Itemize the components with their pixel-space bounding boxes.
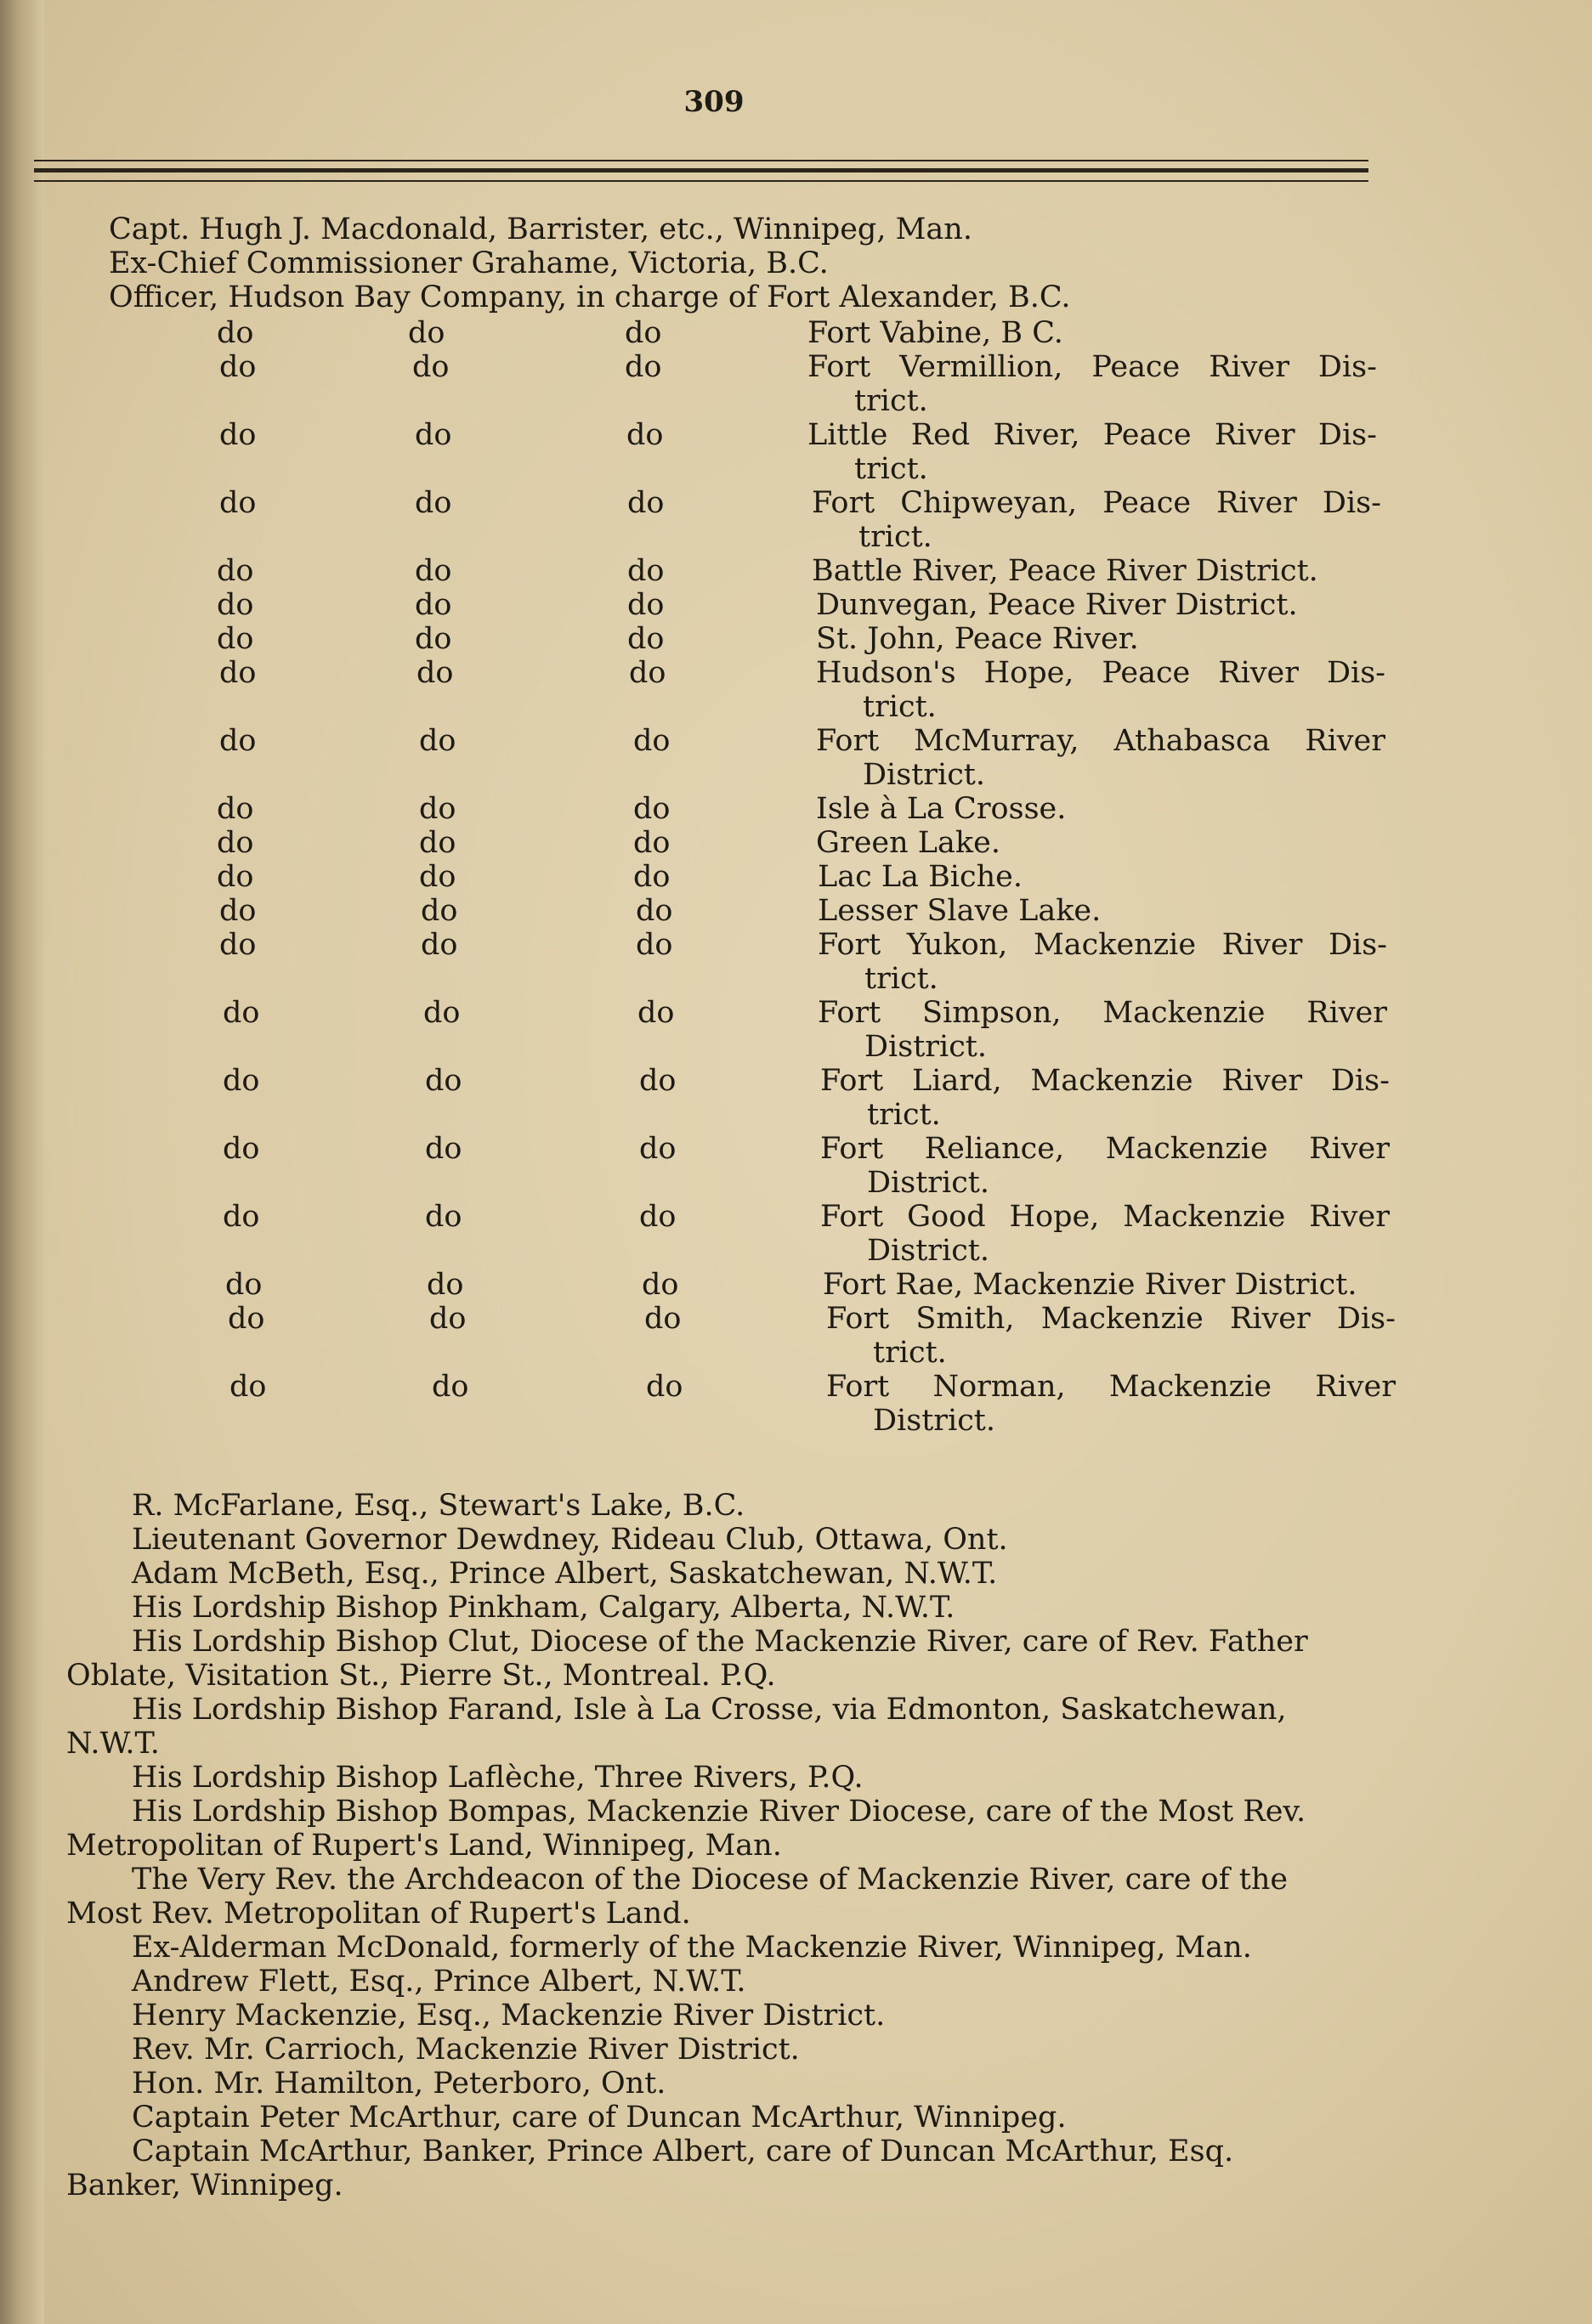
- fort-location-word: Mackenzie: [1123, 1200, 1286, 1234]
- ditto-mark: do: [229, 1370, 267, 1404]
- fort-location-word: Hope,: [983, 656, 1074, 690]
- fort-location-word: Athabasca: [1113, 724, 1271, 758]
- fort-location-word: Peace: [1102, 656, 1191, 690]
- ditto-mark: do: [425, 1200, 462, 1234]
- ditto-mark: do: [429, 1302, 467, 1336]
- ditto-mark: do: [627, 486, 665, 520]
- ditto-mark: do: [228, 1302, 265, 1336]
- fort-location-continued: trict.: [864, 962, 938, 996]
- intro-line: Capt. Hugh J. Macdonald, Barrister, etc., Winnipeg, Man.: [109, 212, 972, 246]
- fort-location-continued: trict.: [863, 690, 937, 724]
- fort-location-word: Liard,: [912, 1064, 1002, 1098]
- fort-location-continued: District.: [864, 1030, 987, 1064]
- ditto-mark: do: [642, 1268, 679, 1302]
- header-rule-thin-top: [34, 160, 1368, 161]
- fort-location: [818, 928, 1387, 962]
- ditto-mark: do: [217, 860, 254, 894]
- recipient-entry: Lieutenant Governor Dewdney, Rideau Club, Ottawa, Ont.: [132, 1523, 1008, 1557]
- fort-location-word: Fort: [820, 1132, 884, 1166]
- fort-location: [820, 1132, 1390, 1166]
- ditto-mark: do: [644, 1302, 682, 1336]
- ditto-mark: do: [633, 724, 671, 758]
- ditto-mark: do: [419, 792, 456, 826]
- ditto-mark: do: [627, 588, 665, 622]
- ditto-mark: do: [219, 928, 257, 962]
- fort-location-word: River: [1221, 928, 1303, 962]
- recipient-entry: Henry Mackenzie, Esq., Mackenzie River District.: [132, 1999, 886, 2033]
- fort-location-word: Smith,: [915, 1302, 1015, 1336]
- ditto-mark: do: [219, 894, 257, 928]
- fort-location-word: Dis-: [1322, 486, 1381, 520]
- ditto-mark: do: [419, 826, 456, 860]
- fort-location-word: River: [1309, 1200, 1390, 1234]
- fort-location-continued: trict.: [873, 1336, 947, 1370]
- fort-location-word: Hope,: [1009, 1200, 1100, 1234]
- fort-location-word: River: [1214, 418, 1295, 452]
- ditto-mark: do: [217, 622, 254, 656]
- fort-location-word: Mackenzie: [1030, 1064, 1193, 1098]
- fort-location-continued: trict.: [854, 384, 928, 418]
- fort-location: Isle à La Crosse.: [816, 792, 1067, 826]
- fort-location-continued: trict.: [858, 520, 932, 554]
- recipient-entry: Rev. Mr. Carrioch, Mackenzie River District.: [132, 2033, 800, 2067]
- ditto-mark: do: [219, 418, 257, 452]
- ditto-mark: do: [637, 996, 675, 1030]
- fort-location-word: Peace: [1102, 418, 1192, 452]
- fort-location: Lac La Biche.: [818, 860, 1023, 894]
- ditto-mark: do: [421, 894, 458, 928]
- fort-location-word: Norman,: [932, 1370, 1066, 1404]
- page-number: 309: [683, 85, 745, 119]
- fort-location: [816, 724, 1385, 758]
- fort-location-word: River: [1218, 656, 1299, 690]
- fort-location-word: Mackenzie: [1033, 928, 1197, 962]
- intro-line: Ex-Chief Commissioner Grahame, Victoria, B.C.: [109, 246, 829, 280]
- fort-location-word: River: [1209, 350, 1289, 384]
- recipient-entry: Captain Peter McArthur, care of Duncan McArthur, Winnipeg.: [132, 2101, 1067, 2135]
- recipient-entry: His Lordship Bishop Clut, Diocese of the Mackenzie River, care of Rev. Father: [132, 1625, 1308, 1659]
- ditto-mark: do: [421, 928, 458, 962]
- fort-location-word: Simpson,: [922, 996, 1062, 1030]
- ditto-mark: do: [419, 724, 456, 758]
- ditto-mark: do: [223, 996, 260, 1030]
- fort-location-word: Peace: [1102, 486, 1192, 520]
- recipient-entry-continued: Banker, Winnipeg.: [66, 2169, 343, 2202]
- fort-location-word: Dis-: [1326, 656, 1385, 690]
- ditto-mark: do: [219, 486, 257, 520]
- ditto-mark: do: [646, 1370, 683, 1404]
- ditto-mark: do: [627, 622, 665, 656]
- ditto-mark: do: [627, 554, 665, 588]
- fort-location-word: Yukon,: [906, 928, 1008, 962]
- ditto-mark: do: [419, 860, 456, 894]
- ditto-mark: do: [629, 656, 666, 690]
- ditto-mark: do: [223, 1064, 260, 1098]
- fort-location-word: McMurray,: [914, 724, 1079, 758]
- fort-location-word: Peace: [1091, 350, 1181, 384]
- fort-location-word: Vermillion,: [899, 350, 1063, 384]
- fort-location: [807, 350, 1377, 384]
- ditto-mark: do: [217, 588, 254, 622]
- fort-location-word: Fort: [807, 350, 871, 384]
- fort-location: Lesser Slave Lake.: [818, 894, 1102, 928]
- fort-location: [812, 486, 1381, 520]
- recipient-entry: His Lordship Bishop Pinkham, Calgary, Alberta, N.W.T.: [132, 1591, 955, 1625]
- fort-location-word: Fort: [812, 486, 875, 520]
- fort-location-word: River: [1221, 1064, 1303, 1098]
- ditto-mark: do: [633, 792, 671, 826]
- ditto-mark: do: [223, 1132, 260, 1166]
- fort-location-continued: trict.: [854, 452, 928, 486]
- recipient-entry: Adam McBeth, Esq., Prince Albert, Saskatchewan, N.W.T.: [132, 1557, 998, 1591]
- ditto-mark: do: [415, 622, 452, 656]
- ditto-mark: do: [415, 588, 452, 622]
- fort-location: Battle River, Peace River District.: [812, 554, 1318, 588]
- fort-location-word: River: [1309, 1132, 1390, 1166]
- fort-location-word: Mackenzie: [1102, 996, 1266, 1030]
- fort-location-word: River: [1315, 1370, 1396, 1404]
- ditto-mark: do: [217, 554, 254, 588]
- book-gutter: [0, 0, 44, 2324]
- fort-location: Fort Vabine, B C.: [807, 316, 1063, 350]
- fort-location: Dunvegan, Peace River District.: [816, 588, 1298, 622]
- fort-location: [820, 1064, 1390, 1098]
- recipient-entry: R. McFarlane, Esq., Stewart's Lake, B.C.: [132, 1489, 745, 1523]
- ditto-mark: do: [639, 1200, 677, 1234]
- ditto-mark: do: [408, 316, 445, 350]
- ditto-mark: do: [416, 656, 454, 690]
- fort-location: [826, 1370, 1396, 1404]
- fort-location: [820, 1200, 1390, 1234]
- ditto-mark: do: [219, 724, 257, 758]
- fort-location-word: Dis-: [1317, 418, 1377, 452]
- ditto-mark: do: [432, 1370, 469, 1404]
- ditto-mark: do: [225, 1268, 263, 1302]
- intro-line: Officer, Hudson Bay Company, in charge of Fort Alexander, B.C.: [109, 280, 1071, 314]
- fort-location-word: Fort: [820, 1064, 884, 1098]
- recipient-entry: His Lordship Bishop Farand, Isle à La Crosse, via Edmonton, Saskatchewan,: [132, 1693, 1287, 1727]
- fort-location-word: River: [1306, 996, 1387, 1030]
- fort-location-word: Red: [910, 418, 971, 452]
- fort-location: St. John, Peace River.: [816, 622, 1139, 656]
- fort-location-word: Good: [907, 1200, 986, 1234]
- fort-location-word: Chipweyan,: [900, 486, 1078, 520]
- fort-location-word: Dis-: [1328, 928, 1387, 962]
- ditto-mark: do: [217, 792, 254, 826]
- recipient-entry-continued: Most Rev. Metropolitan of Rupert's Land.: [66, 1897, 691, 1931]
- header-rule-thick: [34, 168, 1368, 172]
- ditto-mark: do: [425, 1132, 462, 1166]
- ditto-mark: do: [639, 1064, 677, 1098]
- ditto-mark: do: [625, 350, 662, 384]
- fort-location: [826, 1302, 1396, 1336]
- fort-location-continued: District.: [873, 1404, 995, 1438]
- recipient-entry: Captain McArthur, Banker, Prince Albert, care of Duncan McArthur, Esq.: [132, 2135, 1234, 2169]
- recipient-entry: Hon. Mr. Hamilton, Peterboro, Ont.: [132, 2067, 666, 2101]
- ditto-mark: do: [423, 996, 461, 1030]
- fort-location-word: Little: [807, 418, 888, 452]
- recipient-entry-continued: N.W.T.: [66, 1727, 160, 1761]
- ditto-mark: do: [415, 486, 452, 520]
- fort-location-word: Hudson's: [816, 656, 956, 690]
- fort-location: [818, 996, 1387, 1030]
- ditto-mark: do: [219, 656, 257, 690]
- fort-location-word: Dis-: [1330, 1064, 1390, 1098]
- fort-location-word: River,: [993, 418, 1080, 452]
- ditto-mark: do: [415, 418, 452, 452]
- fort-location-word: Fort: [820, 1200, 884, 1234]
- recipient-entry: His Lordship Bishop Laflèche, Three Rivers, P.Q.: [132, 1761, 864, 1795]
- fort-location: Green Lake.: [816, 826, 1000, 860]
- ditto-mark: do: [425, 1064, 462, 1098]
- recipient-entry: His Lordship Bishop Bompas, Mackenzie River Diocese, care of the Most Rev.: [132, 1795, 1306, 1829]
- fort-location-continued: District.: [867, 1234, 989, 1268]
- ditto-mark: do: [412, 350, 450, 384]
- fort-location-word: River: [1229, 1302, 1311, 1336]
- ditto-mark: do: [427, 1268, 464, 1302]
- fort-location-continued: trict.: [867, 1098, 941, 1132]
- ditto-mark: do: [217, 316, 254, 350]
- fort-location-word: Fort: [826, 1302, 890, 1336]
- fort-location-word: Mackenzie: [1040, 1302, 1204, 1336]
- recipient-entry: Andrew Flett, Esq., Prince Albert, N.W.T.: [132, 1965, 746, 1999]
- ditto-mark: do: [219, 350, 257, 384]
- fort-location-word: River: [1305, 724, 1385, 758]
- fort-location-word: Fort: [818, 996, 881, 1030]
- fort-location-continued: District.: [863, 758, 985, 792]
- recipient-entry: Ex-Alderman McDonald, formerly of the Mackenzie River, Winnipeg, Man.: [132, 1931, 1252, 1965]
- fort-location: Fort Rae, Mackenzie River District.: [823, 1268, 1357, 1302]
- ditto-mark: do: [223, 1200, 260, 1234]
- fort-location-word: River: [1216, 486, 1297, 520]
- ditto-mark: do: [415, 554, 452, 588]
- recipient-entry-continued: Oblate, Visitation St., Pierre St., Montreal. P.Q.: [66, 1659, 776, 1693]
- recipient-entry: The Very Rev. the Archdeacon of the Diocese of Mackenzie River, care of the: [132, 1863, 1289, 1897]
- fort-location-word: Mackenzie: [1105, 1132, 1268, 1166]
- ditto-mark: do: [636, 928, 673, 962]
- fort-location-word: Mackenzie: [1108, 1370, 1272, 1404]
- ditto-mark: do: [633, 826, 671, 860]
- ditto-mark: do: [636, 894, 673, 928]
- header-rule-thin-bottom: [34, 180, 1368, 182]
- ditto-mark: do: [639, 1132, 677, 1166]
- fort-location-word: Fort: [826, 1370, 890, 1404]
- fort-location: [807, 418, 1377, 452]
- ditto-mark: do: [633, 860, 671, 894]
- recipient-entry-continued: Metropolitan of Rupert's Land, Winnipeg, Man.: [66, 1829, 782, 1863]
- ditto-mark: do: [625, 316, 662, 350]
- fort-location: [816, 656, 1385, 690]
- fort-location-word: Dis-: [1336, 1302, 1396, 1336]
- fort-location-continued: District.: [867, 1166, 989, 1200]
- fort-location-word: Dis-: [1317, 350, 1377, 384]
- fort-location-word: Fort: [816, 724, 880, 758]
- ditto-mark: do: [217, 826, 254, 860]
- fort-location-word: Fort: [818, 928, 881, 962]
- fort-location-word: Reliance,: [924, 1132, 1065, 1166]
- ditto-mark: do: [626, 418, 664, 452]
